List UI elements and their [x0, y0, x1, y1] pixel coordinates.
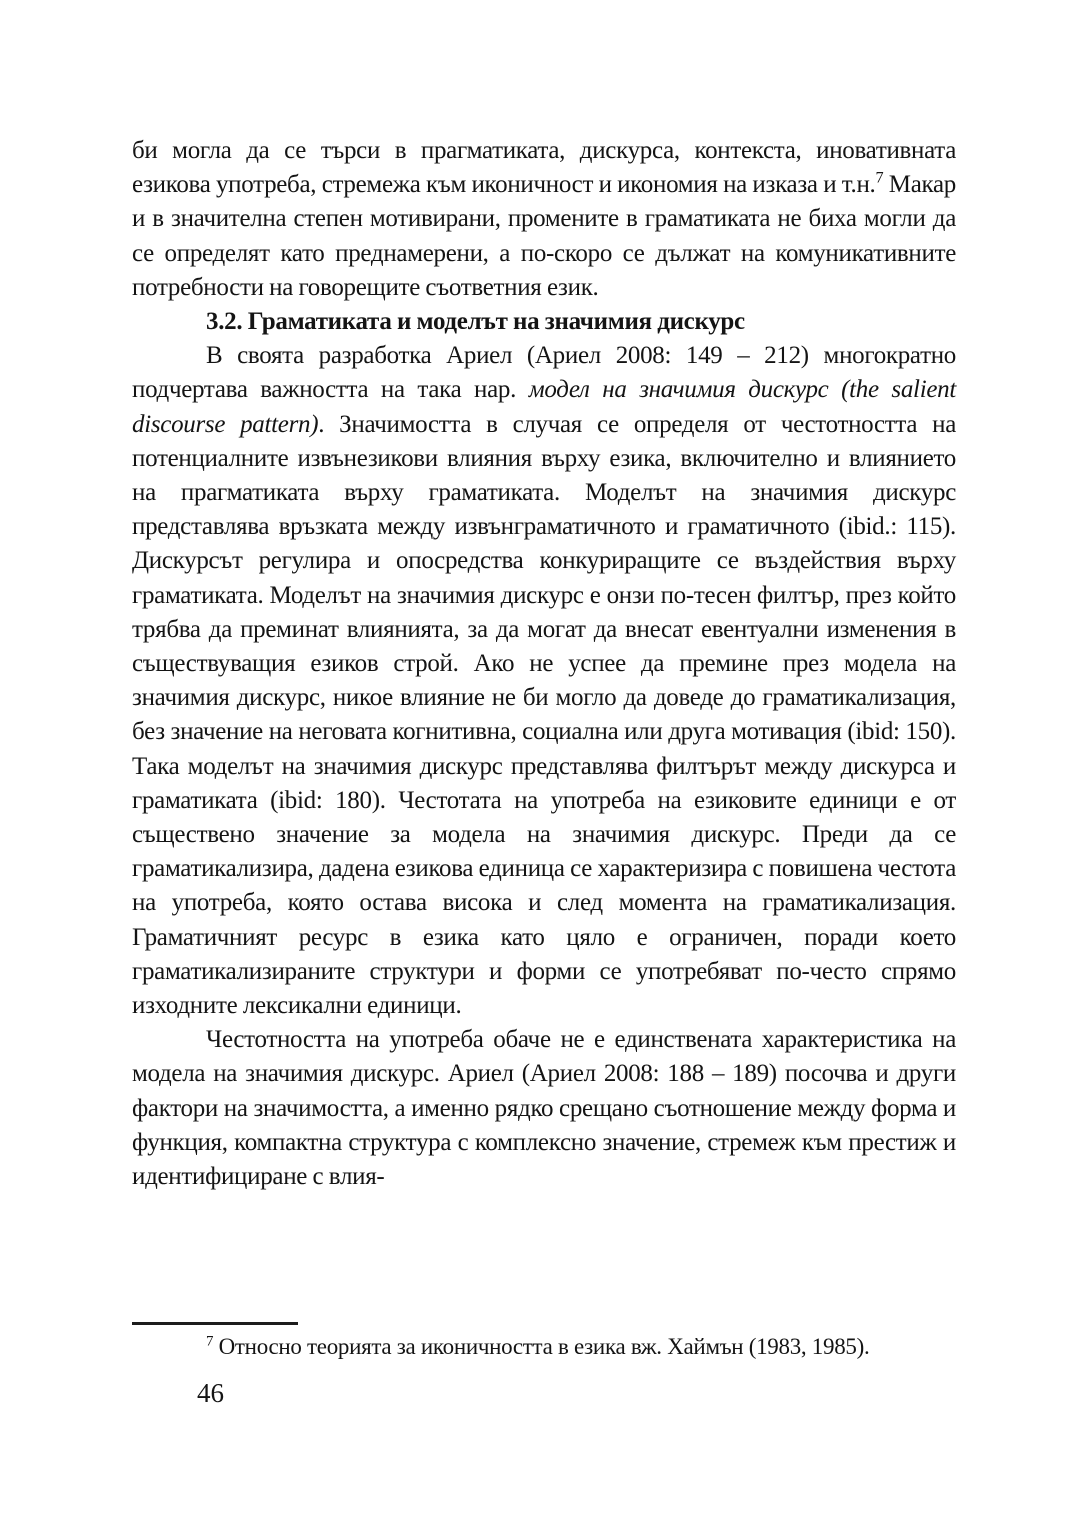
- paragraph-continuation: [132, 134, 956, 305]
- footnote-ref: 7: [875, 168, 884, 187]
- footnote-marker: 7: [206, 1333, 214, 1350]
- paragraph-text: В своята разработка Ариел (Ариел 2008: 149 – 212) многократно подчертава важността на така нар.: [132, 342, 956, 404]
- paragraph-text: Макар и в значителна степен мотивирани, промените в граматиката не биха могли да се определят като преднамерени, а по-скоро се дължат на комуникативните потребности на говорещите съответния език.: [132, 171, 956, 301]
- term-italic: модел на значимия дискурс: [528, 376, 829, 404]
- text-block: [132, 134, 956, 1194]
- paragraph-text: . Значимостта в случая се определя от честотността на потенциалните извънезикови влияния върху езика, включително и влиянието на прагматиката върху граматиката. Моделът на значимия дискурс представлява връзката между извънграматичното и граматичното (ibid.: 115). Дискурсът регулира и опосредства конкуриращите се въздействия върху граматиката. Моделът на значимия дискурс е онзи по-тесен филтър, през който трябва да преминат влиянията, за да могат да внесат евентуални изменения в съществуващия езиков строй. Ако не успее да премине през модела на значимия дискурс, никое влияние не би могло да доведе до граматикализация, без значение на неговата когнитивна, социална или друга мотивация (ibid: 150). Така моделът на значимия дискурс представлява филтърът между дискурса и граматиката (ibid: 180). Честотата на употреба на езиковите единици е от съществено значение за модела на значимия дискурс. Преди да се граматикализира, дадена езикова единица се характеризира с повишена честота на употреба, която остава висока и след момента на граматикализация. Граматичният ресурс в езика като цяло е ограничен, поради което граматикализираните структури и форми се употребяват по-често спрямо изходните лексикални единици.: [132, 410, 957, 1020]
- section-heading: 3.2. Граматиката и моделът на значимия дискурс: [206, 308, 745, 336]
- paragraph-text: би могла да се търси в прагматиката, дискурса, контекста, иновативната езикова употреба, стремежа към иконичност и икономия на изказа и т.н.: [132, 137, 956, 199]
- paragraph: Честотността на употреба обаче не е единствената характеристика на модела на значимия дискурс. Ариел (Ариел 2008: 188 – 189) посочва и други фактори на значимостта, а именно рядко срещано съотношение между форма и функция, компактна структура с комплексно значение, стремеж към престиж и идентифициране с влия-: [132, 1026, 956, 1191]
- term-italic-english: (the salient discourse pattern): [132, 376, 956, 438]
- footnote-area: [132, 1322, 956, 1362]
- paragraph: [132, 339, 956, 1023]
- footnote-text: Относно теорията за иконичността в езика вж. Хаймън (1983, 1985).: [213, 1334, 870, 1359]
- footnote-separator: [132, 1322, 298, 1325]
- page-number: 46: [197, 1378, 224, 1408]
- footnote: [132, 1332, 956, 1362]
- paragraph-text: [828, 376, 841, 403]
